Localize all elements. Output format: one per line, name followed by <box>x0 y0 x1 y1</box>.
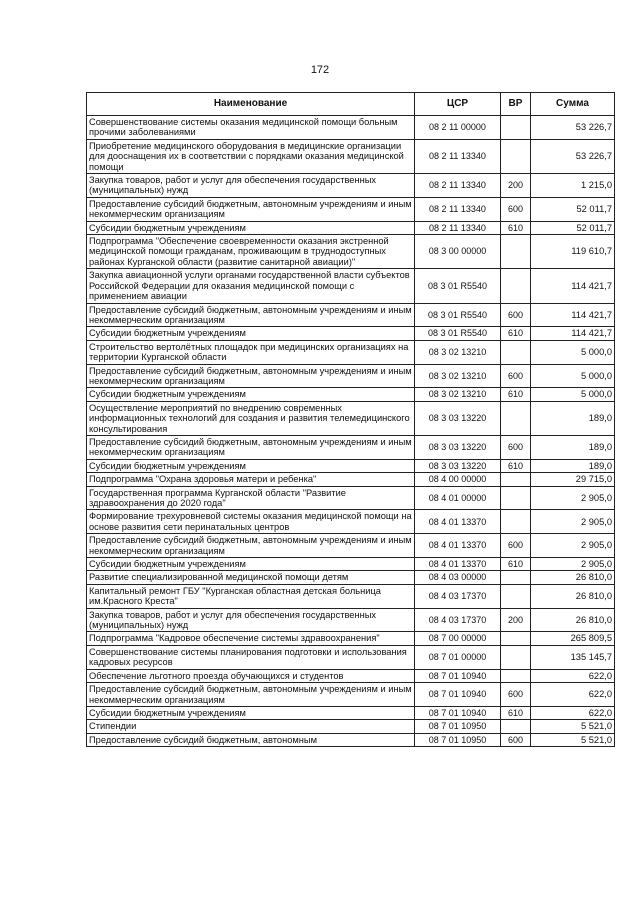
table-row <box>87 364 615 388</box>
row-sum: 2 905,0 <box>531 534 615 558</box>
row-csr: 08 2 11 13340 <box>415 174 501 198</box>
table-row <box>87 510 615 534</box>
row-sum: 26 810,0 <box>531 571 615 584</box>
row-csr: 08 7 01 10940 <box>415 669 501 682</box>
row-name: Субсидии бюджетным учреждениям <box>87 327 415 340</box>
row-name: Стипендии <box>87 720 415 733</box>
table-row <box>87 706 615 719</box>
row-vr: 600 <box>501 683 531 707</box>
row-csr: 08 4 03 17370 <box>415 584 501 608</box>
budget-table <box>86 92 615 747</box>
table-row <box>87 669 615 682</box>
row-sum: 26 810,0 <box>531 608 615 632</box>
row-vr: 600 <box>501 303 531 327</box>
table-row <box>87 632 615 645</box>
row-csr: 08 3 01 R5540 <box>415 269 501 303</box>
row-csr: 08 3 00 00000 <box>415 235 501 269</box>
row-sum: 52 011,7 <box>531 197 615 221</box>
page-number: 172 <box>310 64 330 76</box>
row-name: Субсидии бюджетным учреждениям <box>87 706 415 719</box>
table-row <box>87 534 615 558</box>
table-row <box>87 459 615 472</box>
row-csr: 08 4 01 13370 <box>415 558 501 571</box>
row-vr <box>501 116 531 140</box>
row-sum: 622,0 <box>531 706 615 719</box>
row-vr <box>501 473 531 486</box>
row-vr: 610 <box>501 459 531 472</box>
row-vr: 600 <box>501 733 531 746</box>
row-vr: 610 <box>501 221 531 234</box>
row-name: Осуществление мероприятий по внедрению современных информационных технологий для создания и развития телемедицинского консультирования <box>87 401 415 435</box>
table-row <box>87 733 615 746</box>
row-sum: 5 000,0 <box>531 388 615 401</box>
row-sum: 622,0 <box>531 669 615 682</box>
row-vr <box>501 645 531 669</box>
row-vr <box>501 486 531 510</box>
table-row <box>87 116 615 140</box>
row-sum: 5 000,0 <box>531 364 615 388</box>
row-name: Капитальный ремонт ГБУ "Курганская областная детская больница им.Красного Креста" <box>87 584 415 608</box>
row-vr: 200 <box>501 608 531 632</box>
row-vr: 610 <box>501 388 531 401</box>
row-csr: 08 3 02 13210 <box>415 340 501 364</box>
header-vr: ВР <box>501 93 531 116</box>
row-name: Предоставление субсидий бюджетным, автономным учреждениям и иным некоммерческим организациям <box>87 303 415 327</box>
row-csr: 08 3 02 13210 <box>415 388 501 401</box>
row-vr <box>501 632 531 645</box>
table-row <box>87 584 615 608</box>
row-name: Закупка товаров, работ и услуг для обеспечения государственных (муниципальных) нужд <box>87 608 415 632</box>
row-name: Совершенствование системы планирования подготовки и использования кадровых ресурсов <box>87 645 415 669</box>
table-row <box>87 571 615 584</box>
row-name: Предоставление субсидий бюджетным, автономным учреждениям и иным некоммерческим организациям <box>87 364 415 388</box>
header-sum: Сумма <box>531 93 615 116</box>
row-csr: 08 4 03 17370 <box>415 608 501 632</box>
row-name: Обеспечение льготного проезда обучающихся и студентов <box>87 669 415 682</box>
row-csr: 08 4 01 13370 <box>415 534 501 558</box>
table-row <box>87 608 615 632</box>
row-vr <box>501 571 531 584</box>
row-vr <box>501 401 531 435</box>
row-sum: 2 905,0 <box>531 558 615 571</box>
row-sum: 114 421,7 <box>531 327 615 340</box>
row-sum: 5 521,0 <box>531 733 615 746</box>
row-csr: 08 3 02 13210 <box>415 364 501 388</box>
row-name: Предоставление субсидий бюджетным, автономным учреждениям и иным некоммерческим организациям <box>87 534 415 558</box>
row-name: Совершенствование системы оказания медицинской помощи больным прочими заболеваниями <box>87 116 415 140</box>
row-name: Развитие специализированной медицинской помощи детям <box>87 571 415 584</box>
table-row <box>87 473 615 486</box>
row-sum: 135 145,7 <box>531 645 615 669</box>
row-name: Субсидии бюджетным учреждениям <box>87 558 415 571</box>
row-sum: 52 011,7 <box>531 221 615 234</box>
table-row <box>87 435 615 459</box>
row-csr: 08 2 11 13340 <box>415 197 501 221</box>
row-vr: 600 <box>501 435 531 459</box>
row-csr: 08 2 11 00000 <box>415 116 501 140</box>
row-vr <box>501 584 531 608</box>
table-row <box>87 388 615 401</box>
row-sum: 189,0 <box>531 435 615 459</box>
row-vr <box>501 235 531 269</box>
row-sum: 119 610,7 <box>531 235 615 269</box>
table-header-row <box>87 93 615 116</box>
row-csr: 08 7 00 00000 <box>415 632 501 645</box>
row-name: Закупка авиационной услуги органами государственной власти субъектов Российской Федерации для оказания медицинской помощи с применением авиации <box>87 269 415 303</box>
row-vr <box>501 139 531 173</box>
table-row <box>87 401 615 435</box>
row-csr: 08 4 00 00000 <box>415 473 501 486</box>
row-name: Закупка товаров, работ и услуг для обеспечения государственных (муниципальных) нужд <box>87 174 415 198</box>
row-vr <box>501 669 531 682</box>
row-csr: 08 3 03 13220 <box>415 459 501 472</box>
table-row <box>87 197 615 221</box>
row-csr: 08 7 01 10950 <box>415 720 501 733</box>
row-name: Предоставление субсидий бюджетным, автономным учреждениям и иным некоммерческим организациям <box>87 683 415 707</box>
row-name: Предоставление субсидий бюджетным, автономным учреждениям и иным некоммерческим организациям <box>87 435 415 459</box>
row-csr: 08 4 03 00000 <box>415 571 501 584</box>
row-sum: 53 226,7 <box>531 116 615 140</box>
row-vr: 600 <box>501 534 531 558</box>
row-name: Подпрограмма "Кадровое обеспечение системы здравоохранения" <box>87 632 415 645</box>
row-name: Предоставление субсидий бюджетным, автономным учреждениям и иным некоммерческим организациям <box>87 197 415 221</box>
table-row <box>87 269 615 303</box>
row-csr: 08 7 01 10940 <box>415 683 501 707</box>
row-csr: 08 3 03 13220 <box>415 435 501 459</box>
row-name: Формирование трехуровневой системы оказания медицинской помощи на основе развития сети перинатальных центров <box>87 510 415 534</box>
table-row <box>87 340 615 364</box>
table-row <box>87 720 615 733</box>
row-csr: 08 3 03 13220 <box>415 401 501 435</box>
row-sum: 114 421,7 <box>531 269 615 303</box>
row-name: Предоставление субсидий бюджетным, автономным <box>87 733 415 746</box>
row-vr: 200 <box>501 174 531 198</box>
row-csr: 08 2 11 13340 <box>415 221 501 234</box>
table-row <box>87 327 615 340</box>
row-csr: 08 4 01 00000 <box>415 486 501 510</box>
row-sum: 29 715,0 <box>531 473 615 486</box>
table-row <box>87 174 615 198</box>
row-vr: 610 <box>501 706 531 719</box>
row-sum: 114 421,7 <box>531 303 615 327</box>
row-sum: 53 226,7 <box>531 139 615 173</box>
row-sum: 5 000,0 <box>531 340 615 364</box>
row-csr: 08 7 01 10950 <box>415 733 501 746</box>
row-name: Строительство вертолётных площадок при медицинских организациях на территории Курганской области <box>87 340 415 364</box>
row-vr: 600 <box>501 364 531 388</box>
row-csr: 08 3 01 R5540 <box>415 303 501 327</box>
row-vr <box>501 340 531 364</box>
table-body <box>87 116 615 747</box>
table-row <box>87 139 615 173</box>
row-name: Субсидии бюджетным учреждениям <box>87 388 415 401</box>
header-csr: ЦСР <box>415 93 501 116</box>
row-vr: 610 <box>501 327 531 340</box>
row-sum: 2 905,0 <box>531 510 615 534</box>
row-name: Приобретение медицинского оборудования в медицинские организации для дооснащения их в соответствии с порядками оказания медицинской помощи <box>87 139 415 173</box>
row-csr: 08 4 01 13370 <box>415 510 501 534</box>
row-vr <box>501 510 531 534</box>
row-sum: 622,0 <box>531 683 615 707</box>
row-sum: 1 215,0 <box>531 174 615 198</box>
row-csr: 08 3 01 R5540 <box>415 327 501 340</box>
row-csr: 08 2 11 13340 <box>415 139 501 173</box>
table-row <box>87 235 615 269</box>
row-sum: 265 809,5 <box>531 632 615 645</box>
row-sum: 26 810,0 <box>531 584 615 608</box>
row-sum: 5 521,0 <box>531 720 615 733</box>
row-csr: 08 7 01 10940 <box>415 706 501 719</box>
row-name: Подпрограмма "Обеспечение своевременности оказания экстренной медицинской помощи гражданам, проживающим в труднодоступных районах Курганской области (развитие санитарной авиации)" <box>87 235 415 269</box>
table-row <box>87 645 615 669</box>
row-vr <box>501 720 531 733</box>
row-name: Субсидии бюджетным учреждениям <box>87 459 415 472</box>
row-vr: 610 <box>501 558 531 571</box>
table-row <box>87 303 615 327</box>
row-vr: 600 <box>501 197 531 221</box>
row-csr: 08 7 01 00000 <box>415 645 501 669</box>
table-row <box>87 558 615 571</box>
row-name: Государственная программа Курганской области "Развитие здравоохранения до 2020 года" <box>87 486 415 510</box>
row-name: Субсидии бюджетным учреждениям <box>87 221 415 234</box>
row-vr <box>501 269 531 303</box>
table-row <box>87 486 615 510</box>
row-sum: 189,0 <box>531 401 615 435</box>
row-sum: 189,0 <box>531 459 615 472</box>
row-sum: 2 905,0 <box>531 486 615 510</box>
row-name: Подпрограмма "Охрана здоровья матери и ребенка" <box>87 473 415 486</box>
header-name: Наименование <box>87 93 415 116</box>
table-row <box>87 683 615 707</box>
table-row <box>87 221 615 234</box>
